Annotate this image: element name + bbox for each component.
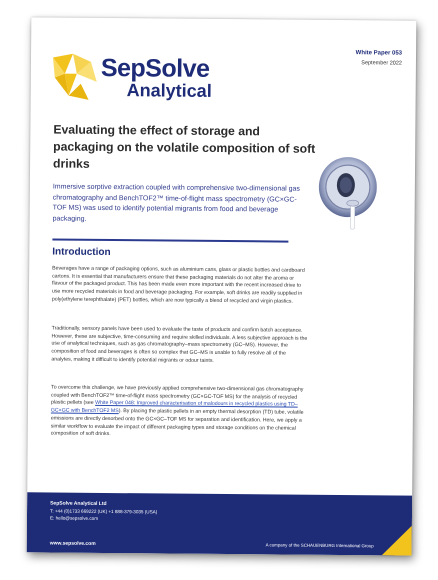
intro-paragraph-3-start: To overcome this challenge, we have previously applied comprehensive two-dimensional gas chromatography coupled with BenchTOF2™ time-of-flight mass spectrometry (GC×GC-TOF MS) for the analysis of recycled plastic pellets (see <box>50 384 304 407</box>
abstract-text: Immersive sorptive extraction coupled with comprehensive two-dimensional gas chromatography and BenchTOF2™ time-of-flight mass spectrometry (GC×GC-TOF MS) was used to identify potential migrants from food and beverage packaging. <box>52 183 300 223</box>
logo-subtitle: Analytical <box>126 80 212 101</box>
footer <box>27 492 413 555</box>
white-paper-page <box>27 17 417 555</box>
logo-wordmark: SepSolve <box>100 53 210 83</box>
footer-company: SepSolve Analytical Ltd <box>50 500 107 508</box>
logo-mark-icon <box>51 52 101 104</box>
footer-phone: T: +44 (0)1733 669222 (UK) +1 888-379-3035 (USA) <box>50 508 158 515</box>
intro-paragraph-1: Beverages have a range of packaging options, such as aluminium cans, glass or plastic bottles and cardboard cartons. It is essential that manufacturers ensure that these packaging materials do not alter the aroma or flavour of the packaged product. This has been made even more important with the recent increased drive to use more recycled materials in food and beverage packaging. For example, soft drinks are readily supplied in poly(ethylene terephthalate) (PET) bottles, which are now typically a blend of recycled and virgin plastics. <box>51 265 305 305</box>
footer-email[interactable]: E: hello@sepsolve.com <box>49 515 99 521</box>
sepsolve-logo <box>51 52 222 113</box>
footer-group-text: A company of the SCHAUENBURG International Group <box>265 542 374 549</box>
white-paper-048-link[interactable]: White Paper 048: Improved characterisation of malodours in recycled plastics using TD–GC×GC with BenchTOF2 MS <box>50 400 298 415</box>
publication-date: September 2022 <box>361 60 402 67</box>
white-paper-number: White Paper 053 <box>355 50 403 57</box>
introduction-heading: Introduction <box>52 239 288 260</box>
drink-can-icon <box>314 153 377 234</box>
intro-paragraph-3-end: ). By placing the plastic pellets in an empty thermal desorption (TD) tube, volatile emissions are directly desorbed onto the GC×GC–TOF MS for separation and identification. Here, we apply a similar workflow to evaluate the impact of different packaging types and storage conditions on the chemical composition of soft drinks. <box>50 408 304 438</box>
footer-website[interactable]: www.sepsolve.com <box>49 540 96 547</box>
footer-corner-accent <box>382 525 412 555</box>
document-title: Evaluating the effect of storage and packaging on the volatile composition of soft drinks <box>53 122 316 171</box>
intro-paragraph-2: Traditionally, sensory panels have been used to evaluate the taste of products and confirm batch acceptance. However, these are subjective, time-consuming and require skilled individuals. A less subjective approach is the use of analytical techniques, such as gas chromatography–mass spectrometry (GC–MS). However, the composition of food and beverages is often so complex that GC–MS is unable to fully resolve all of the analytes, making it difficult to identify potential migrants or odour taints. <box>51 325 308 364</box>
intro-paragraph-3 <box>51 385 307 441</box>
